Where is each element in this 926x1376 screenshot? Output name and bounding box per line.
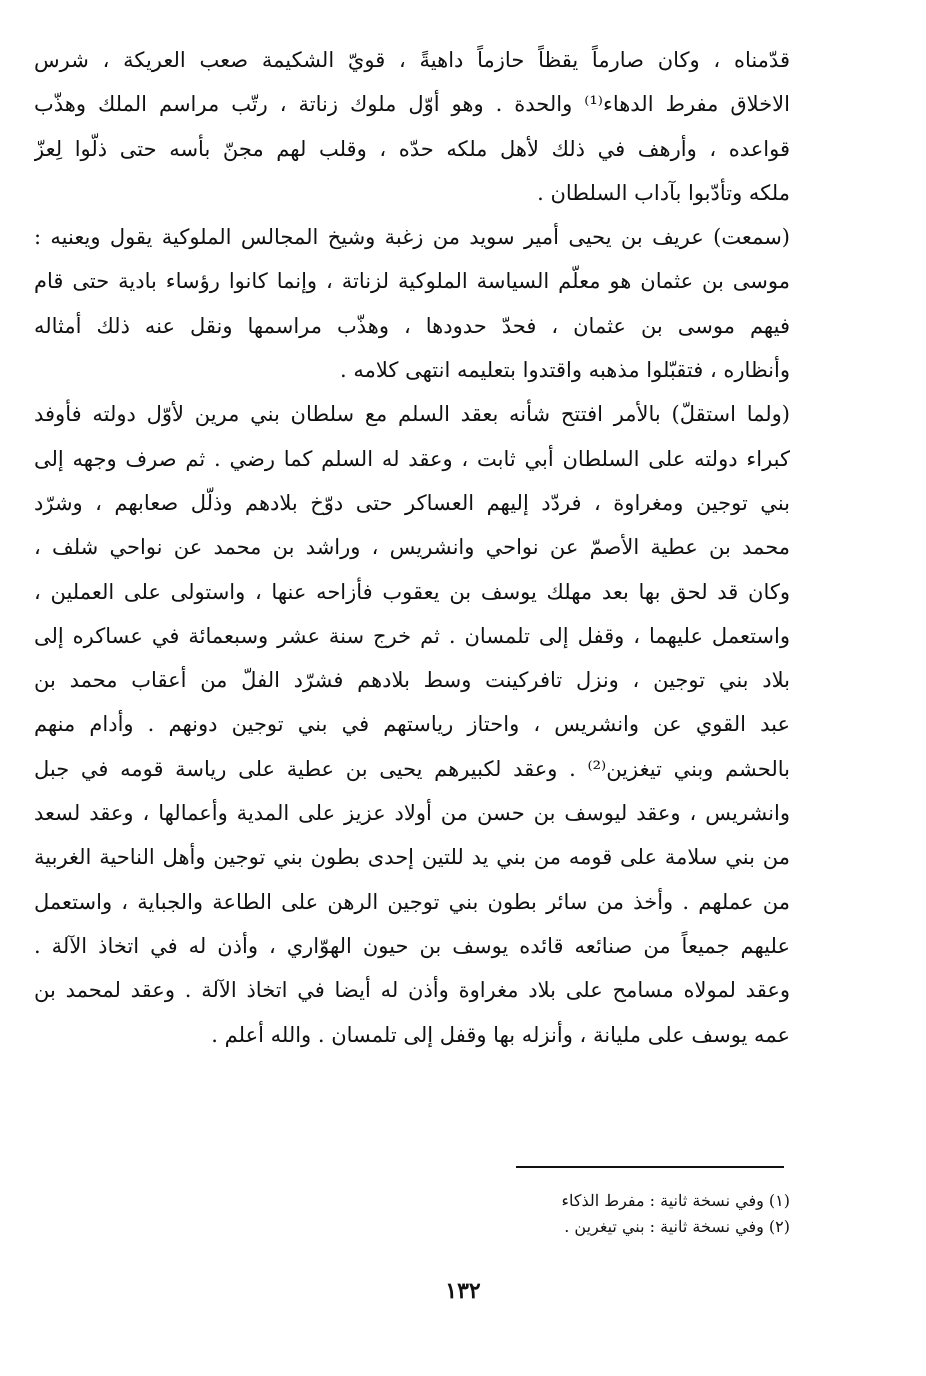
text-line: عمه يوسف على مليانة ، وأنزله بها وقفل إلى تلمسان . والله أعلم . (211, 1022, 790, 1047)
text-line: (ولما استقلّ) بالأمر افتتح شأنه بعقد السلم مع سلطان بني مرين لأوّل دولته فأوفد (34, 402, 790, 427)
text-line: قواعده ، وأرهف في ذلك لأهل ملكه حدّه ، وقلب لهم مجنّ بأسه حتى ذلّوا لِعزّ (34, 136, 790, 161)
text-line: (سمعت) عريف بن يحيى أمير سويد من زغبة وشيخ المجالس الملوكية يقول ويعنيه : (34, 225, 790, 250)
text-line: من بني سلامة على قومه من بني يد للتين إحدى بطون بني توجين وأهل الناحية الغربية (34, 845, 790, 870)
text-line: فيهم موسى بن عثمان ، فحدّ حدودها ، وهذّب مراسمها ونقل عنه ذلك أمثاله (34, 313, 790, 338)
text-line: عبد القوي عن وانشريس ، واحتاز رياستهم في بني توجين دونهم . وأدام منهم (34, 712, 790, 737)
text-line: بالحشم وبني تيغزين⁽²⁾ . وعقد لكبيرهم يحيى بن عطية على رياسة قومه في جبل (34, 756, 790, 781)
text-line: محمد بن عطية الأصمّ عن نواحي وانشريس ، وراشد بن محمد عن نواحي شلف ، (34, 535, 790, 560)
text-line: بني توجين ومغراوة ، فردّد إليهم العساكر حتى دوّخ بلادهم وذلّل صعابهم ، وشرّد (34, 490, 790, 515)
text-line: وانشريس ، وعقد ليوسف بن حسن من أولاد عزيز على المدية وأعمالها ، وعقد لسعد (34, 801, 790, 826)
text-line: وكان قد لحق بها بعد مهلك يوسف بن يعقوب فأزاحه عنها ، واستولى على العملين ، (34, 579, 790, 604)
text-line: الاخلاق مفرط الدهاء⁽¹⁾ والحدة . وهو أوّل ملوك زناتة ، رتّب مراسم الملك وهذّب (34, 92, 790, 117)
text-line: ملكه وتأدّبوا بآداب السلطان . (537, 180, 790, 205)
page-number: ١٣٢ (445, 1278, 481, 1304)
text-line: بلاد بني توجين ، ونزل تافركينت وسط بلادهم فشرّد الفلّ من أعقاب محمد بن (34, 668, 790, 693)
footnote-separator (516, 1166, 784, 1168)
text-line: واستعمل عليهما ، وقفل إلى تلمسان . ثم خرج سنة عشر وسبعمائة في عساكره إلى (34, 623, 790, 648)
footnotes (370, 1188, 790, 1240)
footnote-2: (٢) وفي نسخة ثانية : بني تيغرين . (564, 1217, 790, 1236)
text-line: قدّمناه ، وكان صارماً يقظاً حازماً داهيةً ، قويّ الشكيمة صعب العريكة ، شرس (34, 48, 790, 72)
footnote-1: (١) وفي نسخة ثانية : مفرط الذكاء (561, 1191, 790, 1210)
body-text (34, 38, 790, 1057)
text-line: عليهم جميعاً من صنائعه قائده يوسف بن حيون الهوّاري ، وأذن له في اتخاذ الآلة . (34, 933, 790, 958)
text-line: موسى بن عثمان هو معلّم السياسة الملوكية لزناتة ، وإنما كانوا رؤساء بادية حتى قام (34, 269, 790, 294)
text-line: كبراء دولته على السلطان أبي ثابت ، وعقد له السلم كما رضي . ثم صرف وجهه إلى (34, 446, 790, 471)
text-line: من عملهم . وأخذ من سائر بطون بني توجين الرهن على الطاعة والجباية ، واستعمل (34, 889, 790, 914)
text-line: وعقد لمولاه مسامح على بلاد مغراوة وأذن له أيضا في اتخاذ الآلة . وعقد لمحمد بن (34, 978, 790, 1003)
text-line: وأنظاره ، فتقبّلوا مذهبه واقتدوا بتعليمه انتهى كلامه . (340, 358, 790, 383)
